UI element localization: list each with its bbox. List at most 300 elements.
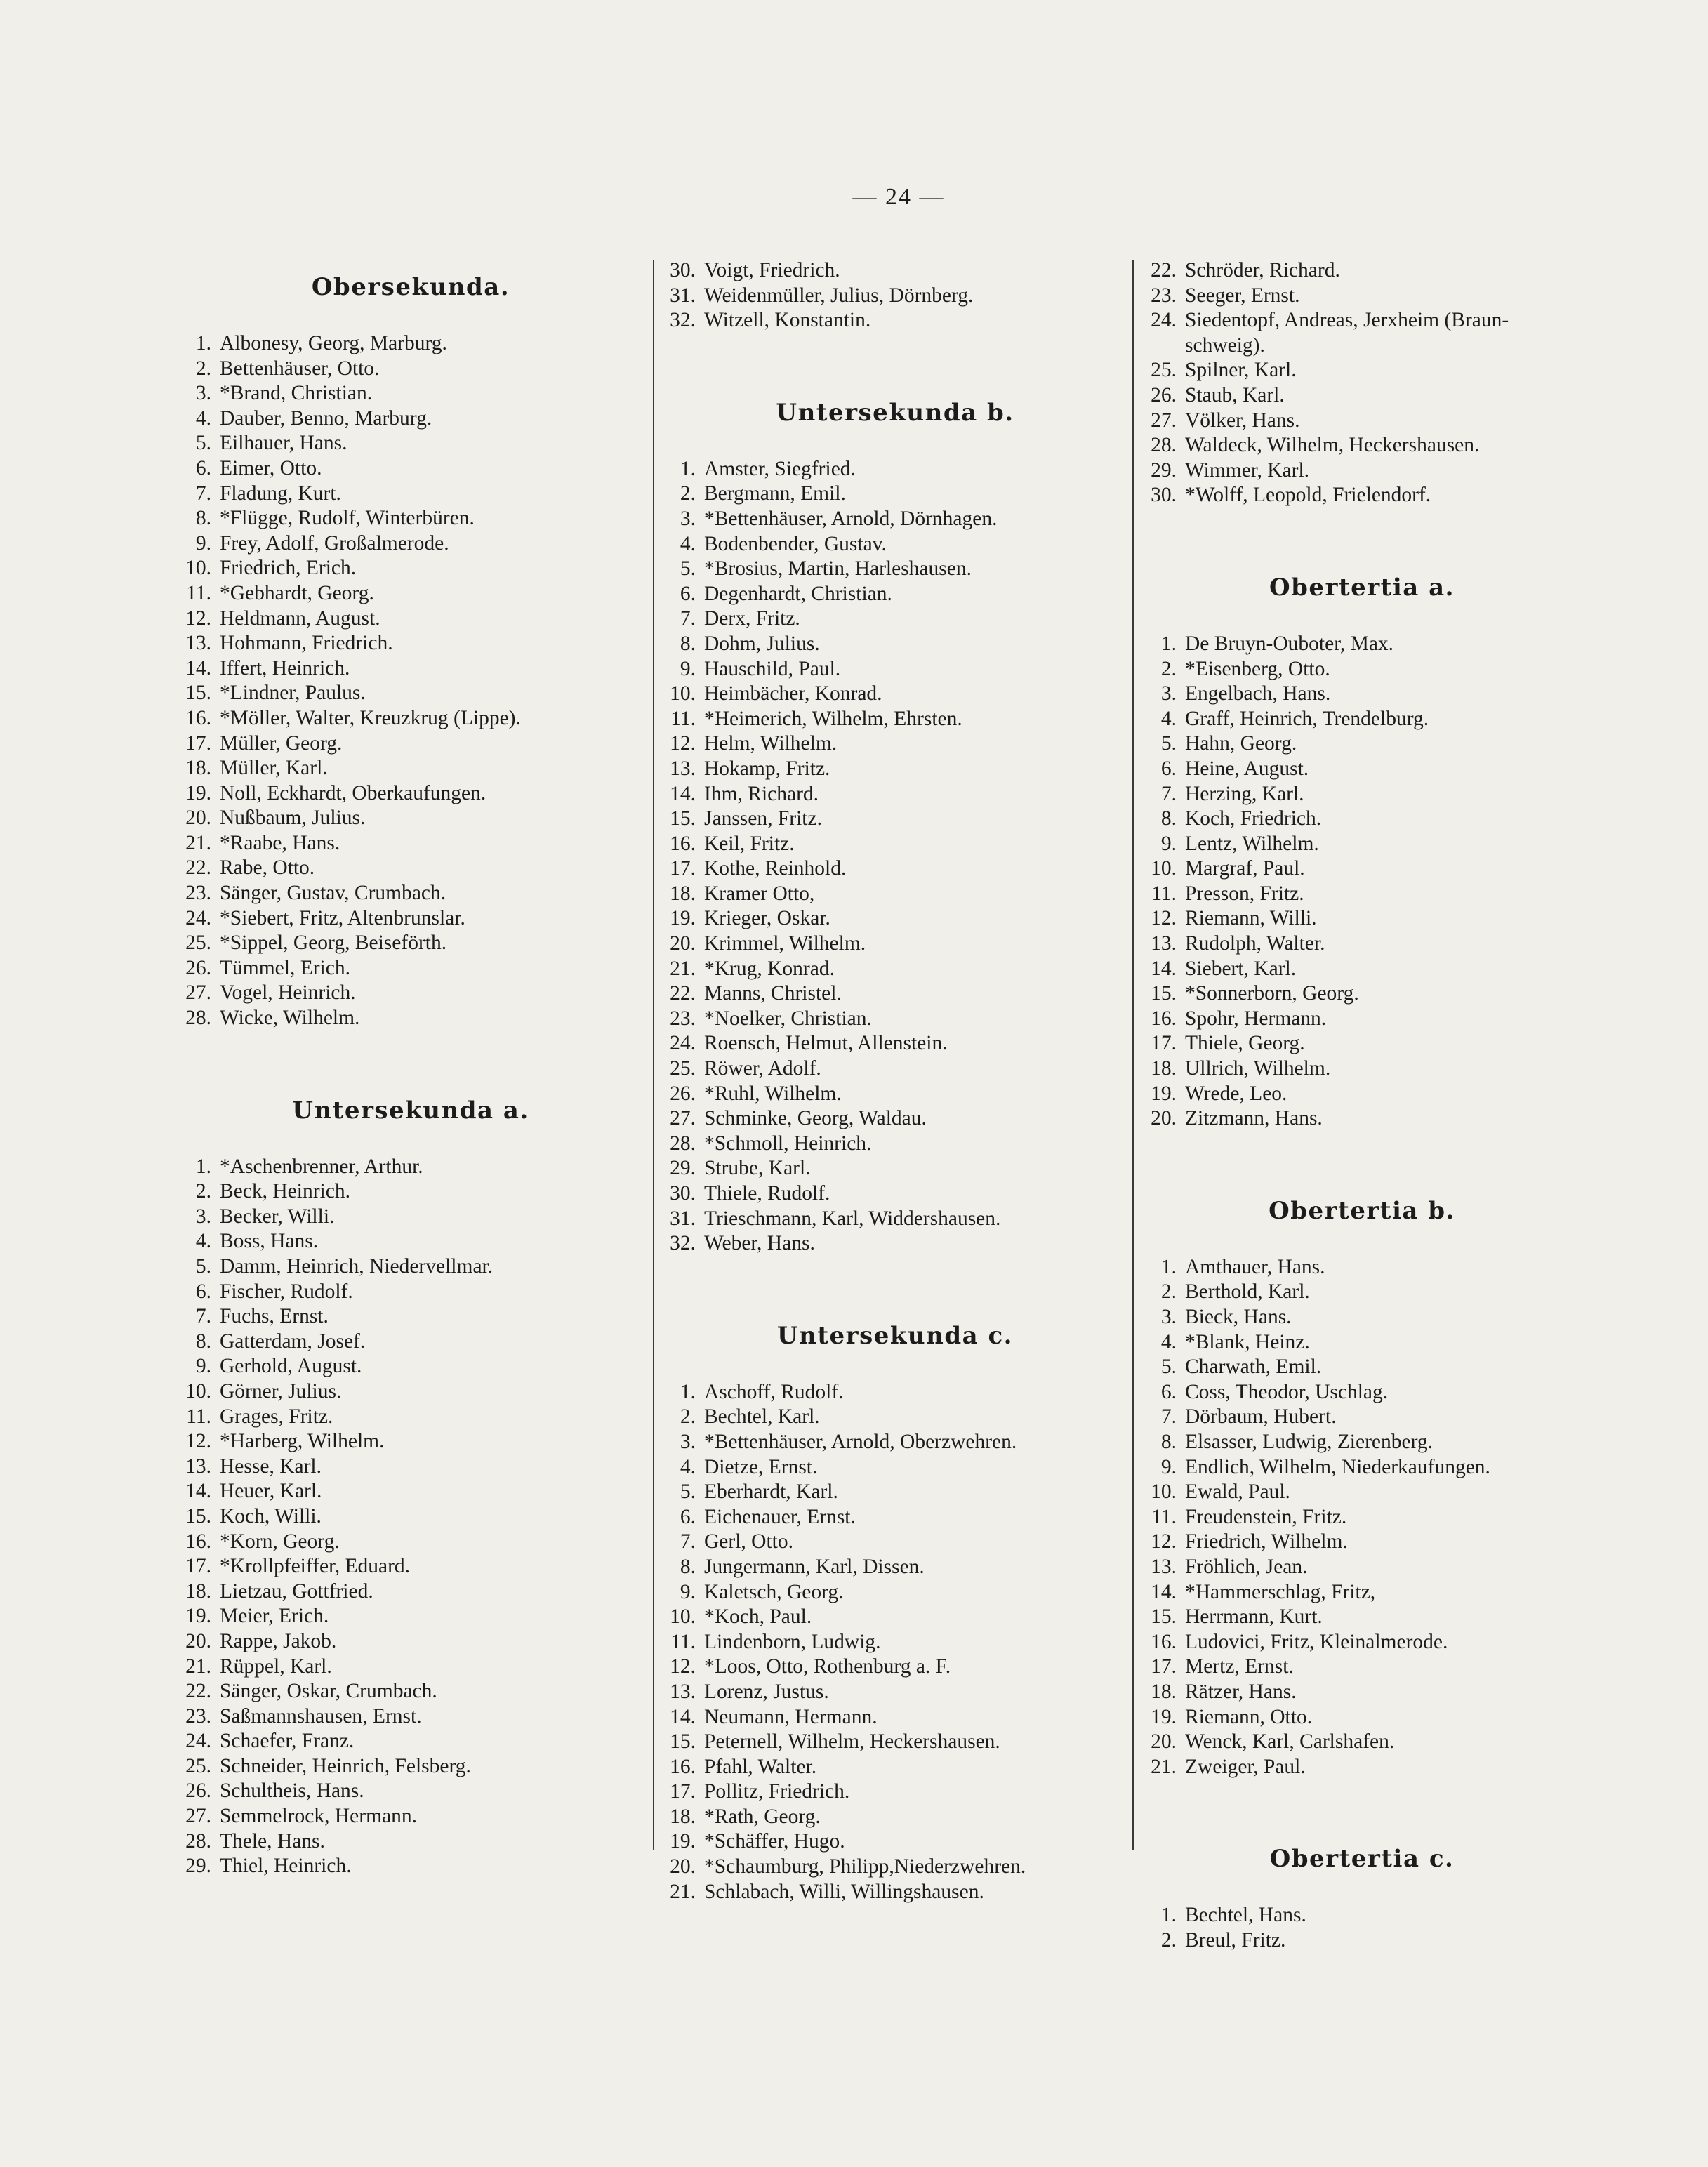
student-name: Elsasser, Ludwig, Zierenberg. xyxy=(1185,1430,1433,1453)
list-item xyxy=(179,756,642,781)
student-name: Nußbaum, Julius. xyxy=(220,807,366,830)
student-name: Neumann, Hermann. xyxy=(704,1705,878,1728)
list-item xyxy=(663,757,1127,782)
student-name: Dauber, Benno, Marburg. xyxy=(220,406,432,430)
list-item xyxy=(179,956,642,981)
list-item xyxy=(179,1679,642,1704)
list-item xyxy=(663,1755,1127,1780)
student-name: Boss, Hans. xyxy=(220,1230,319,1253)
list-item xyxy=(1144,1405,1580,1430)
item-number: 8. xyxy=(1160,1430,1177,1453)
student-name: Görner, Julius. xyxy=(220,1379,342,1403)
list-item xyxy=(663,1156,1127,1181)
list-item xyxy=(663,1730,1127,1755)
item-number: 22. xyxy=(185,1680,211,1703)
section-heading: Obertertia c. xyxy=(1269,1845,1455,1874)
item-number: 6. xyxy=(680,582,696,605)
student-name: Strube, Karl. xyxy=(704,1157,811,1180)
student-name: Lindenborn, Ludwig. xyxy=(704,1630,881,1653)
list-item xyxy=(179,656,642,682)
section-heading: Untersekunda a. xyxy=(292,1096,529,1125)
student-name: Waldeck, Wilhelm, Heckershausen. xyxy=(1185,434,1480,457)
student-name: Ludovici, Fritz, Kleinalmerode. xyxy=(1185,1630,1448,1653)
list-item xyxy=(663,932,1127,957)
item-number: 29. xyxy=(670,1157,696,1180)
list-item xyxy=(1144,1330,1580,1356)
section-continued xyxy=(1144,258,1580,508)
list-item xyxy=(663,308,1127,333)
item-number: 31. xyxy=(670,1207,696,1230)
student-name: Siedentopf, Andreas, Jerxheim (Braun- xyxy=(1185,309,1509,332)
list-item xyxy=(663,1380,1127,1405)
item-number: 22. xyxy=(1151,259,1177,281)
item-number: 23. xyxy=(185,882,211,905)
student-name: Damm, Heinrich, Niedervellmar. xyxy=(220,1255,494,1278)
student-name: Hahn, Georg. xyxy=(1185,732,1297,755)
item-number: 28. xyxy=(670,1132,696,1155)
student-name: Zweiger, Paul. xyxy=(1185,1755,1306,1778)
list-item xyxy=(1144,1280,1580,1305)
list-item xyxy=(179,1155,642,1180)
student-name: Presson, Fritz. xyxy=(1185,882,1304,905)
student-name: *Brosius, Martin, Harleshausen. xyxy=(704,557,972,581)
student-name: Manns, Christel. xyxy=(704,982,842,1005)
list-item xyxy=(179,1854,642,1879)
list-item xyxy=(179,856,642,881)
item-number: 10. xyxy=(1151,1480,1177,1504)
section-untersekunda-b xyxy=(663,333,1127,1257)
student-name: Mertz, Ernst. xyxy=(1185,1655,1294,1678)
list-item xyxy=(1144,731,1580,757)
item-number: 20. xyxy=(670,932,696,955)
item-number: 7. xyxy=(1160,782,1177,805)
student-name: *Rath, Georg. xyxy=(704,1805,821,1828)
list-item xyxy=(179,1629,642,1655)
student-name: *Wolff, Leopold, Frielendorf. xyxy=(1185,484,1431,507)
list-item xyxy=(663,1031,1127,1056)
list-item xyxy=(663,1505,1127,1530)
list-item xyxy=(663,832,1127,857)
student-name: Dohm, Julius. xyxy=(704,632,820,655)
item-number: 30. xyxy=(1151,484,1177,507)
item-number: 8. xyxy=(680,1555,696,1578)
section-continued xyxy=(663,258,1127,333)
item-number: 14. xyxy=(185,656,211,680)
list-item xyxy=(663,1580,1127,1605)
student-name: *Blank, Heinz. xyxy=(1185,1330,1310,1353)
list-item xyxy=(1144,1380,1580,1405)
student-name: Becker, Willi. xyxy=(220,1205,335,1228)
list-item xyxy=(1144,1605,1580,1630)
item-number: 21. xyxy=(670,1880,696,1903)
item-number: 5. xyxy=(1160,732,1177,755)
list-item xyxy=(1144,1031,1580,1056)
item-number: 15. xyxy=(670,807,696,830)
student-name: Müller, Georg. xyxy=(220,731,343,755)
list-item xyxy=(1144,957,1580,982)
item-number: 25. xyxy=(185,932,211,955)
item-number: 5. xyxy=(680,1480,696,1504)
item-number: 24. xyxy=(1151,309,1177,332)
list-item xyxy=(1144,807,1580,832)
item-number: 15. xyxy=(670,1730,696,1754)
student-name: Spohr, Hermann. xyxy=(1185,1007,1327,1030)
item-number: 16. xyxy=(670,832,696,855)
section-obertertia-c xyxy=(1144,1780,1580,1953)
student-name: Weidenmüller, Julius, Dörnberg. xyxy=(704,284,974,307)
student-name: Witzell, Konstantin. xyxy=(704,309,871,332)
item-number: 11. xyxy=(1151,882,1177,905)
list-item xyxy=(179,456,642,482)
student-name: *Noelker, Christian. xyxy=(704,1007,872,1030)
list-item xyxy=(663,532,1127,557)
list-item xyxy=(1144,1505,1580,1530)
item-number: 3. xyxy=(1160,682,1177,705)
item-number: 1. xyxy=(1160,1255,1177,1278)
student-name: Hauschild, Paul. xyxy=(704,657,841,680)
item-number: 28. xyxy=(185,1007,211,1030)
list-item xyxy=(663,1855,1127,1880)
list-item xyxy=(663,632,1127,657)
list-item xyxy=(179,1504,642,1530)
student-name: *Heimerich, Wilhelm, Ehrsten. xyxy=(704,707,962,730)
student-name: Siebert, Karl. xyxy=(1185,957,1297,980)
list-item xyxy=(1144,757,1580,782)
list-item xyxy=(1144,284,1580,309)
item-number: 1. xyxy=(195,332,211,354)
item-number: 18. xyxy=(185,757,211,780)
list-item xyxy=(663,782,1127,807)
list-item xyxy=(1144,782,1580,807)
student-name: Bettenhäuser, Otto. xyxy=(220,357,380,380)
student-name: Saßmannshausen, Ernst. xyxy=(220,1704,422,1728)
item-number: 3. xyxy=(1160,1306,1177,1328)
section-obertertia-b xyxy=(1144,1132,1580,1780)
list-item xyxy=(663,657,1127,682)
list-item xyxy=(663,1705,1127,1730)
student-name: *Hammerschlag, Fritz, xyxy=(1185,1580,1376,1603)
student-name: Sänger, Oskar, Crumbach. xyxy=(220,1680,437,1703)
student-name: Herzing, Karl. xyxy=(1185,782,1304,805)
item-number: 1. xyxy=(1160,632,1177,655)
list-item xyxy=(1144,333,1580,359)
page-number: — 24 — xyxy=(852,184,945,210)
student-name: Kramer Otto, xyxy=(704,882,815,905)
student-name: Schaefer, Franz. xyxy=(220,1730,355,1753)
list-item xyxy=(179,681,642,706)
list-item xyxy=(179,1729,642,1754)
list-item xyxy=(179,1205,642,1230)
item-number: 18. xyxy=(1151,1057,1177,1080)
list-item xyxy=(663,1530,1127,1555)
list-item xyxy=(179,881,642,906)
item-number: 2. xyxy=(680,1405,696,1429)
item-number: 1. xyxy=(195,1155,211,1178)
item-number: 1. xyxy=(1160,1904,1177,1927)
item-number: 14. xyxy=(670,1705,696,1728)
student-name: Eilhauer, Hans. xyxy=(220,432,347,455)
item-number: 31. xyxy=(670,284,696,307)
column-1 xyxy=(179,258,642,1879)
item-number: 8. xyxy=(195,1330,211,1353)
list-item xyxy=(1144,856,1580,882)
list-item xyxy=(179,1229,642,1254)
list-item xyxy=(179,556,642,581)
list-item xyxy=(1144,1056,1580,1082)
list-item xyxy=(663,1555,1127,1580)
item-number: 24. xyxy=(185,906,211,929)
list-item xyxy=(179,1604,642,1629)
list-item xyxy=(1144,1455,1580,1480)
student-name: Eimer, Otto. xyxy=(220,456,322,479)
section-heading: Obertertia a. xyxy=(1269,573,1455,602)
student-name: Jungermann, Karl, Dissen. xyxy=(704,1555,925,1578)
item-number: 17. xyxy=(185,731,211,755)
item-number: 2. xyxy=(680,482,696,505)
list-item xyxy=(179,1804,642,1829)
student-name: Janssen, Fritz. xyxy=(704,807,822,830)
item-number: 12. xyxy=(670,732,696,755)
student-name: Wicke, Wilhelm. xyxy=(220,1007,360,1030)
item-number: 32. xyxy=(670,1232,696,1255)
list-item xyxy=(663,882,1127,907)
student-name: Wimmer, Karl. xyxy=(1185,458,1310,482)
item-number: 9. xyxy=(680,1580,696,1603)
item-number: 26. xyxy=(185,1780,211,1803)
student-name: Meier, Erich. xyxy=(220,1605,329,1628)
list-item xyxy=(179,406,642,432)
student-name: Thiele, Rudolf. xyxy=(704,1182,830,1205)
item-number: 27. xyxy=(185,1805,211,1828)
student-name: Wrede, Leo. xyxy=(1185,1082,1287,1105)
student-name: Sänger, Gustav, Crumbach. xyxy=(220,882,446,905)
student-name: Thiel, Heinrich. xyxy=(220,1855,352,1878)
list-item xyxy=(179,1579,642,1605)
list-item xyxy=(1144,1755,1580,1780)
list-item xyxy=(179,1354,642,1379)
item-number: 21. xyxy=(185,831,211,854)
student-name: Thele, Hans. xyxy=(220,1829,325,1853)
item-number: 30. xyxy=(670,1182,696,1205)
item-number: 3. xyxy=(195,1205,211,1228)
list-item xyxy=(663,1780,1127,1805)
item-number: 7. xyxy=(195,1305,211,1328)
item-number: 9. xyxy=(1160,832,1177,855)
list-item xyxy=(179,706,642,731)
student-name: Beck, Heinrich. xyxy=(220,1180,350,1203)
item-number: 19. xyxy=(185,1605,211,1628)
student-name: Riemann, Willi. xyxy=(1185,907,1317,930)
list-item xyxy=(663,981,1127,1007)
student-name: Wenck, Karl, Carlshafen. xyxy=(1185,1730,1395,1754)
student-name: Engelbach, Hans. xyxy=(1185,682,1331,705)
student-name: Friedrich, Erich. xyxy=(220,557,357,580)
item-number: 7. xyxy=(680,607,696,630)
student-name: Trieschmann, Karl, Widdershausen. xyxy=(704,1207,1001,1230)
item-number: 20. xyxy=(1151,1730,1177,1754)
item-number: 19. xyxy=(1151,1082,1177,1105)
item-number: 23. xyxy=(1151,284,1177,307)
student-name: Breul, Fritz. xyxy=(1185,1928,1286,1951)
item-number: 8. xyxy=(195,507,211,530)
column-2 xyxy=(663,258,1127,1904)
student-name: *Schaumburg, Philipp,Niederzwehren. xyxy=(704,1855,1026,1878)
item-number: 12. xyxy=(670,1655,696,1678)
list-item xyxy=(179,357,642,382)
student-name: Fladung, Kurt. xyxy=(220,482,341,505)
list-item xyxy=(663,457,1127,482)
item-number: 11. xyxy=(186,1405,211,1428)
student-name: Amthauer, Hans. xyxy=(1185,1255,1325,1278)
list-item xyxy=(1144,632,1580,657)
section-heading: Obertertia b. xyxy=(1269,1196,1455,1225)
item-number: 24. xyxy=(185,1730,211,1753)
student-name: Bieck, Hans. xyxy=(1185,1306,1292,1328)
student-name: Friedrich, Wilhelm. xyxy=(1185,1530,1348,1553)
student-name: Seeger, Ernst. xyxy=(1185,284,1300,307)
item-number: 32. xyxy=(670,309,696,332)
list-item xyxy=(663,1007,1127,1032)
list-item xyxy=(1144,682,1580,707)
student-name: Ihm, Richard. xyxy=(704,782,819,805)
student-name: Kothe, Reinhold. xyxy=(704,857,847,880)
item-number: 20. xyxy=(1151,1107,1177,1130)
item-number: 9. xyxy=(195,531,211,555)
item-number: 14. xyxy=(1151,1580,1177,1603)
student-name: Kaletsch, Georg. xyxy=(704,1580,844,1603)
list-item xyxy=(179,1429,642,1454)
list-item xyxy=(1144,1705,1580,1730)
item-number: 15. xyxy=(1151,982,1177,1005)
item-number: 13. xyxy=(185,1454,211,1478)
item-number: 7. xyxy=(680,1530,696,1553)
list-item xyxy=(663,1132,1127,1157)
student-name: Thiele, Georg. xyxy=(1185,1032,1305,1055)
student-name: *Schmoll, Heinrich. xyxy=(704,1132,872,1155)
column-divider xyxy=(653,260,654,1850)
student-name: Schultheis, Hans. xyxy=(220,1780,364,1803)
list-item xyxy=(179,631,642,656)
list-item xyxy=(663,284,1127,309)
item-number: 17. xyxy=(670,857,696,880)
item-number: 1. xyxy=(680,457,696,480)
student-name: De Bruyn-Ouboter, Max. xyxy=(1185,632,1394,655)
student-name: *Brand, Christian. xyxy=(220,382,373,405)
list-item xyxy=(663,906,1127,932)
item-number: 5. xyxy=(1160,1356,1177,1379)
item-number: 4. xyxy=(680,532,696,555)
list-item xyxy=(179,482,642,507)
item-number: 4. xyxy=(680,1455,696,1478)
student-name: Eberhardt, Karl. xyxy=(704,1480,838,1504)
student-name: Pfahl, Walter. xyxy=(704,1755,817,1778)
list-item xyxy=(179,1179,642,1205)
student-name: Noll, Eckhardt, Oberkaufungen. xyxy=(220,781,486,804)
item-number: 6. xyxy=(1160,1380,1177,1403)
student-name: *Koch, Paul. xyxy=(704,1605,812,1629)
item-number: 3. xyxy=(680,507,696,530)
item-number: 10. xyxy=(670,682,696,705)
list-item xyxy=(663,1056,1127,1082)
list-item xyxy=(663,1405,1127,1430)
list-item xyxy=(1144,707,1580,732)
item-number: 5. xyxy=(195,432,211,455)
student-name: Schlabach, Willi, Willingshausen. xyxy=(704,1880,984,1903)
item-number: 10. xyxy=(670,1605,696,1629)
item-number: 16. xyxy=(185,706,211,729)
list-item xyxy=(1144,409,1580,434)
item-number: 2. xyxy=(1160,1280,1177,1304)
student-name: *Eisenberg, Otto. xyxy=(1185,657,1330,680)
list-item xyxy=(1144,1355,1580,1380)
list-item xyxy=(1144,383,1580,409)
list-item xyxy=(663,1805,1127,1830)
item-number: 4. xyxy=(195,1230,211,1253)
item-number: 19. xyxy=(1151,1705,1177,1728)
item-number: 1. xyxy=(680,1380,696,1403)
item-number: 21. xyxy=(1151,1755,1177,1778)
item-number: 27. xyxy=(1151,409,1177,432)
list-item xyxy=(179,1479,642,1504)
item-number: 4. xyxy=(1160,707,1177,730)
student-name: Pollitz, Friedrich. xyxy=(704,1780,850,1803)
student-name: *Korn, Georg. xyxy=(220,1530,340,1553)
student-name: Keil, Fritz. xyxy=(704,832,795,855)
student-name: Amster, Siegfried. xyxy=(704,457,856,480)
student-name: Coss, Theodor, Uschlag. xyxy=(1185,1380,1389,1403)
item-number: 17. xyxy=(185,1555,211,1578)
student-name: Margraf, Paul. xyxy=(1185,857,1305,880)
list-item xyxy=(179,1554,642,1579)
list-item xyxy=(179,581,642,607)
item-number: 17. xyxy=(670,1780,696,1803)
student-name: Hesse, Karl. xyxy=(220,1454,322,1478)
list-item xyxy=(663,607,1127,632)
list-item xyxy=(1144,882,1580,907)
list-item xyxy=(1144,1430,1580,1455)
list-item xyxy=(179,1530,642,1555)
list-item xyxy=(663,731,1127,757)
item-number: 13. xyxy=(670,757,696,780)
student-name: Endlich, Wilhelm, Niederkaufungen. xyxy=(1185,1455,1490,1478)
item-number: 16. xyxy=(670,1755,696,1778)
item-number: 2. xyxy=(1160,1928,1177,1951)
item-number: 3. xyxy=(680,1430,696,1453)
item-number: 27. xyxy=(670,1107,696,1130)
student-name: *Aschenbrenner, Arthur. xyxy=(220,1155,423,1178)
list-item xyxy=(1144,906,1580,932)
student-name: *Bettenhäuser, Arnold, Dörnhagen. xyxy=(704,507,998,530)
item-number: 23. xyxy=(670,1007,696,1030)
list-item xyxy=(179,1829,642,1855)
student-name: Rappe, Jakob. xyxy=(220,1629,337,1652)
student-name: Peternell, Wilhelm, Heckershausen. xyxy=(704,1730,1000,1754)
student-name: Schminke, Georg, Waldau. xyxy=(704,1107,927,1130)
student-name: Freudenstein, Fritz. xyxy=(1185,1505,1347,1528)
student-name: Hohmann, Friedrich. xyxy=(220,632,393,655)
list-item xyxy=(1144,1655,1580,1680)
item-number: 3. xyxy=(195,382,211,405)
list-item xyxy=(179,381,642,406)
item-number: 16. xyxy=(185,1530,211,1553)
list-item xyxy=(1144,1630,1580,1655)
item-number: 12. xyxy=(1151,1530,1177,1553)
item-number: 13. xyxy=(670,1680,696,1703)
student-name: *Siebert, Fritz, Altenbrunslar. xyxy=(220,906,465,929)
list-item xyxy=(1144,981,1580,1007)
student-name: Frey, Adolf, Großalmerode. xyxy=(220,531,449,555)
list-item xyxy=(1144,1928,1580,1954)
